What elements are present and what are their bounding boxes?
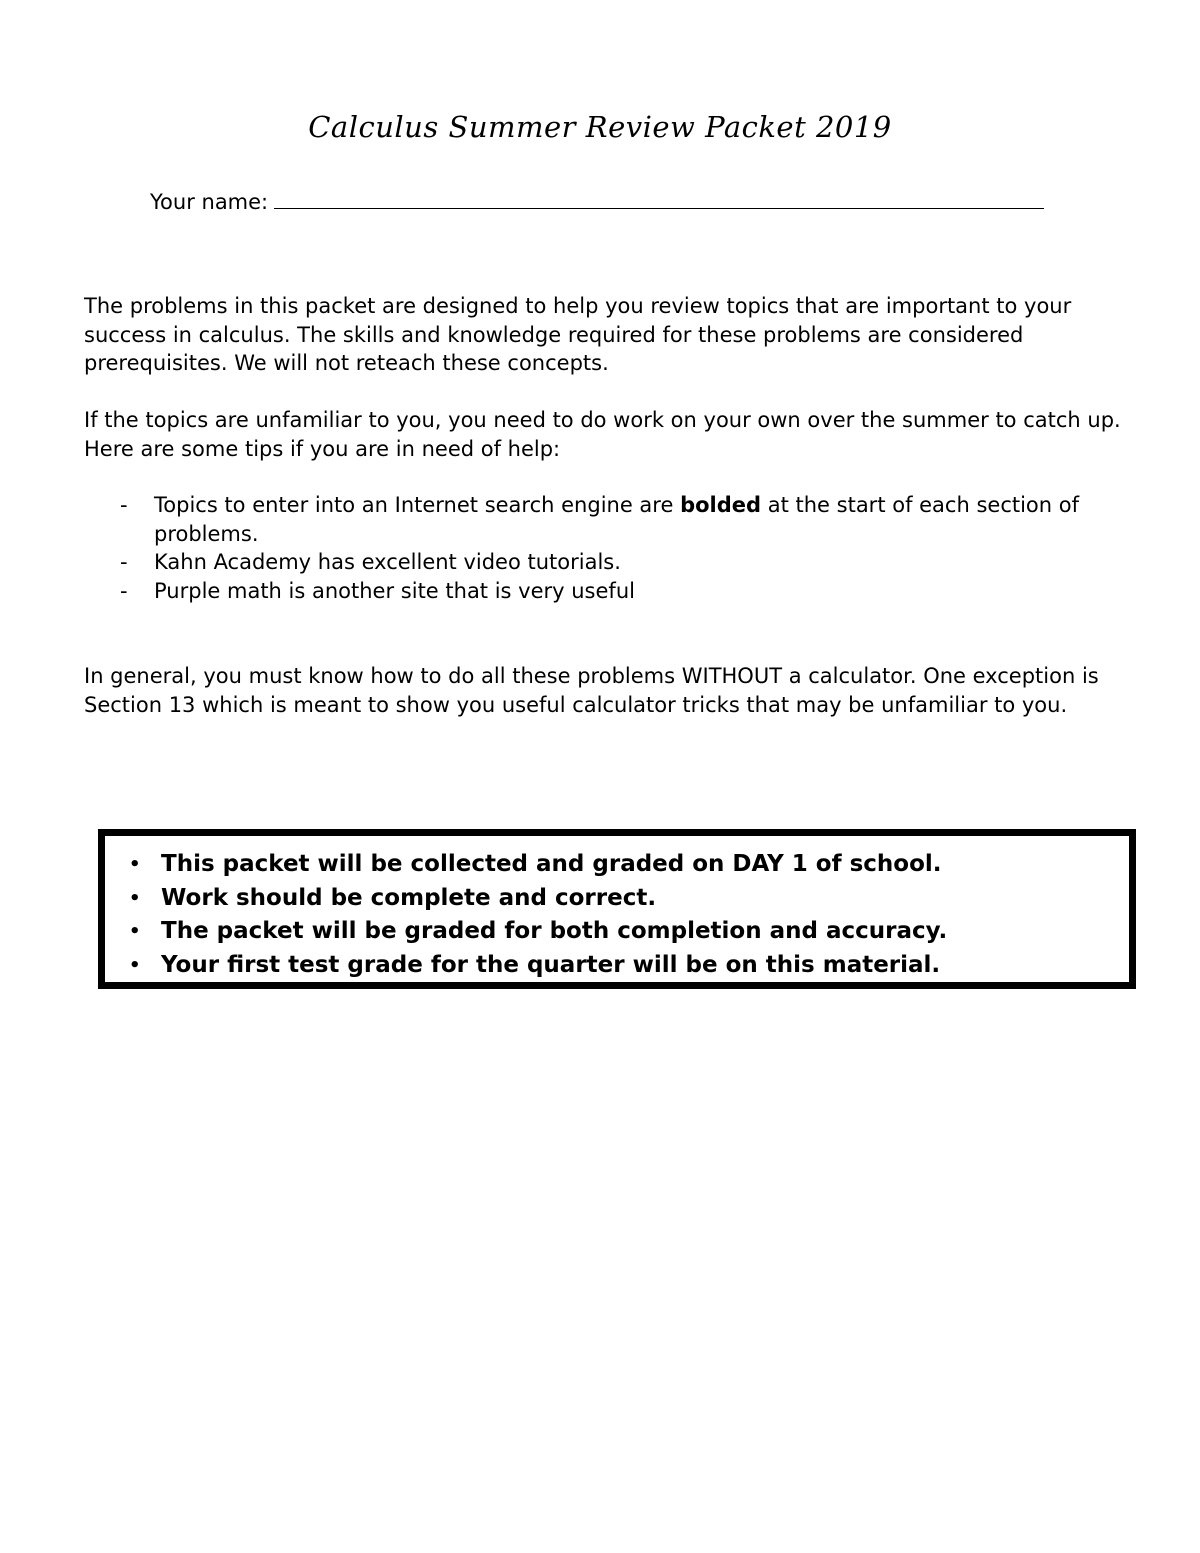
tip-item — [84, 491, 1124, 548]
bullet-icon: • — [129, 921, 141, 942]
notice-text: Work should be complete and correct. — [161, 884, 657, 911]
tip-text: Purple math is another site that is very useful — [154, 578, 635, 603]
notice-text: Your first test grade for the quarter will be on this material. — [161, 951, 941, 978]
tip-item — [84, 577, 1124, 606]
dash-marker: - — [120, 493, 128, 517]
dash-marker: - — [120, 578, 128, 603]
name-blank-line — [274, 188, 1044, 209]
notice-text: The packet will be graded for both completion and accuracy. — [161, 918, 948, 944]
help-paragraph: If the topics are unfamiliar to you, you need to do work on your own over the summer to catch up. Here are some tips if you are in need of help: — [84, 408, 1121, 461]
tip-text: Kahn Academy has excellent video tutorials. — [154, 550, 621, 574]
tip-text-after: at the start of each section of problems. — [154, 493, 1080, 546]
dash-marker: - — [120, 550, 128, 574]
name-label: Your name: — [150, 190, 269, 214]
bullet-icon: • — [129, 887, 141, 909]
tips-list — [84, 491, 1124, 605]
important-notice-box — [98, 829, 1136, 989]
bullet-icon: • — [129, 954, 141, 976]
calculator-paragraph: In general, you must know how to do all these problems WITHOUT a calculator. One exception is Section 13 which is meant to show you useful calculator tricks that may be unfamiliar to you. — [84, 664, 1099, 717]
tip-bold-word: bolded — [680, 493, 762, 517]
intro-paragraph: The problems in this packet are designed to help you review topics that are important to your success in calculus. The skills and knowledge required for these problems are considered prerequisites. We will not reteach these concepts. — [84, 294, 1072, 375]
notice-text: This packet will be collected and graded on DAY 1 of school. — [161, 851, 942, 877]
bullet-icon: • — [129, 854, 141, 875]
notice-list — [125, 848, 1119, 982]
document-title: Calculus Summer Review Packet 2019 — [308, 110, 892, 144]
notice-item — [125, 915, 1119, 949]
notice-item — [125, 949, 1119, 983]
notice-item — [125, 882, 1119, 916]
tip-item — [84, 548, 1124, 577]
tip-text-before: Topics to enter into an Internet search engine are — [154, 493, 681, 517]
name-field — [150, 188, 1044, 214]
notice-item — [125, 848, 1119, 882]
